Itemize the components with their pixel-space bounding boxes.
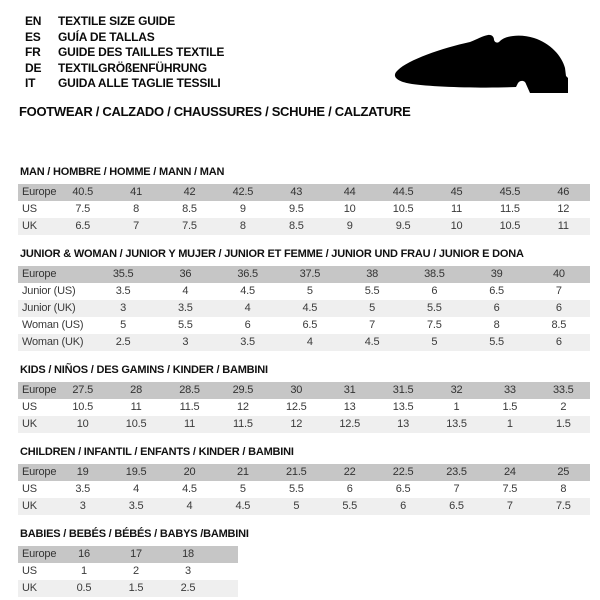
size-cell: 4.5 — [240, 284, 255, 297]
section-title: CHILDREN / INFANTIL / ENFANTS / KINDER / BAMBINI — [20, 445, 294, 458]
size-cell: 1 — [453, 400, 460, 413]
size-section-junior-woman — [18, 248, 600, 351]
size-cell: 1 — [81, 564, 87, 577]
row-label: US — [22, 482, 37, 495]
size-cell: 2.5 — [180, 581, 196, 594]
size-cell: 6 — [431, 284, 438, 297]
size-cell: 30 — [290, 383, 303, 396]
size-cell: 27.5 — [72, 383, 93, 396]
size-cell: 6.5 — [489, 284, 504, 297]
table-row — [18, 546, 238, 563]
language-code: EN — [25, 14, 42, 28]
table-row — [18, 580, 238, 597]
size-cell: 28.5 — [179, 383, 200, 396]
size-cell: 6.5 — [302, 318, 318, 331]
size-cell: 9.5 — [288, 202, 304, 215]
dress-shoe-svg — [392, 14, 582, 96]
table-row — [18, 464, 590, 481]
size-cell: 41 — [130, 185, 143, 198]
size-cell: 13.5 — [446, 417, 467, 430]
row-label: Woman (US) — [22, 318, 84, 331]
size-cell: 4.5 — [364, 335, 380, 348]
size-cell: 11.5 — [179, 400, 200, 413]
language-code: ES — [25, 29, 41, 44]
size-cell: 6 — [244, 318, 251, 331]
size-section-babies — [18, 528, 600, 597]
size-cell: 10.5 — [125, 417, 147, 430]
table-row — [18, 416, 590, 433]
size-cell: 37.5 — [299, 267, 321, 280]
size-cell: 9 — [346, 219, 353, 232]
size-cell: 45 — [450, 185, 463, 198]
size-table-kids — [18, 382, 590, 433]
table-row — [18, 382, 590, 399]
category-line: FOOTWEAR / CALZADO / CHAUSSURES / SCHUHE / CALZATURE — [19, 103, 411, 119]
size-cell: 42.5 — [232, 185, 254, 198]
size-cell: 5.5 — [288, 482, 304, 495]
size-cell: 3 — [120, 301, 127, 314]
row-label: Europe — [22, 465, 56, 478]
size-cell: 19.5 — [125, 465, 147, 478]
size-cell: 3.5 — [240, 335, 255, 348]
size-cell: 8.5 — [288, 219, 304, 232]
size-section-children — [18, 446, 600, 515]
size-cell: 13 — [343, 400, 356, 413]
language-label: TEXTILGRÖßENFÜHRUNG — [58, 60, 207, 75]
size-cell: 31 — [343, 383, 356, 396]
size-cell: 45.5 — [499, 185, 521, 198]
size-cell: 7 — [133, 219, 140, 232]
size-cell: 3.5 — [75, 482, 91, 495]
table-row — [18, 334, 590, 351]
table-row — [18, 481, 590, 498]
size-cell: 38.5 — [424, 267, 445, 280]
size-cell: 5.5 — [364, 284, 380, 297]
row-label: Junior (UK) — [22, 301, 76, 314]
size-cell: 10 — [76, 417, 89, 430]
size-cell: 6.5 — [449, 499, 464, 512]
size-cell: 21 — [236, 465, 249, 478]
size-cell: 12.5 — [339, 417, 360, 430]
size-cell: 6 — [400, 499, 407, 512]
size-cell: 4 — [306, 335, 313, 348]
row-label: US — [22, 202, 37, 215]
size-cell: 22 — [343, 465, 356, 478]
row-label: Europe — [22, 547, 57, 560]
size-cell: 29.5 — [232, 383, 254, 396]
size-cell: 4 — [186, 499, 193, 512]
table-row — [18, 498, 590, 515]
size-cell: 43 — [290, 185, 303, 198]
size-cell: 4.5 — [302, 301, 318, 314]
size-cell: 44.5 — [392, 185, 414, 198]
size-cell: 16 — [78, 547, 90, 560]
size-cell: 25 — [557, 465, 570, 478]
size-cell: 24 — [503, 465, 516, 478]
size-cell: 12 — [557, 202, 570, 215]
size-cell: 7.5 — [555, 499, 571, 512]
section-title: JUNIOR & WOMAN / JUNIOR Y MUJER / JUNIOR ET FEMME / JUNIOR UND FRAU / JUNIOR E DONA — [20, 247, 524, 260]
language-code: FR — [25, 45, 41, 59]
size-cell: 20 — [183, 465, 196, 478]
row-label: Woman (UK) — [22, 335, 84, 348]
size-cell: 6 — [555, 335, 562, 348]
language-label: GUIDE DES TAILLES TEXTILE — [58, 45, 225, 59]
size-cell: 18 — [182, 547, 194, 560]
size-cell: 39 — [490, 267, 503, 280]
size-cell: 7 — [369, 318, 376, 331]
size-cell: 7 — [506, 499, 513, 512]
size-cell: 2 — [133, 564, 139, 577]
size-section-kids — [18, 364, 600, 433]
row-label: UK — [22, 417, 37, 430]
size-cell: 10.5 — [392, 202, 414, 215]
size-cell: 12 — [290, 417, 303, 430]
size-cell: 3 — [79, 499, 86, 512]
language-code: IT — [25, 76, 36, 90]
size-cell: 8 — [133, 202, 140, 215]
size-cell: 46 — [557, 185, 570, 198]
size-cell: 5.5 — [178, 318, 193, 331]
row-label: Europe — [22, 383, 56, 396]
size-cell: 6 — [493, 301, 500, 314]
table-row — [18, 283, 590, 300]
size-cell: 4.5 — [182, 482, 197, 495]
size-cell: 4 — [133, 482, 140, 495]
row-label: UK — [22, 219, 37, 232]
size-cell: 17 — [130, 547, 142, 560]
table-row — [18, 317, 590, 334]
section-title: KIDS / NIÑOS / DES GAMINS / KINDER / BAMBINI — [20, 363, 268, 376]
size-table-man — [18, 184, 590, 235]
size-cell: 11.5 — [499, 202, 520, 215]
size-cell: 5 — [120, 318, 127, 331]
size-section-man — [18, 166, 600, 235]
size-cell: 1.5 — [555, 417, 571, 430]
size-cell: 13 — [397, 417, 410, 430]
size-cell: 11.5 — [232, 417, 253, 430]
size-cell: 40.5 — [72, 185, 93, 198]
size-cell: 10 — [343, 202, 356, 215]
size-cell: 8 — [239, 219, 246, 232]
size-cell: 36.5 — [237, 267, 258, 280]
size-cell: 7.5 — [502, 482, 518, 495]
size-cell: 7 — [555, 284, 562, 297]
size-cell: 2 — [560, 400, 567, 413]
size-cell: 6.5 — [395, 482, 411, 495]
size-cell: 19 — [76, 465, 89, 478]
size-cell: 5.5 — [489, 335, 504, 348]
size-cell: 8.5 — [182, 202, 197, 215]
size-cell: 9 — [239, 202, 246, 215]
language-label: GUIDA ALLE TAGLIE TESSILI — [58, 76, 221, 90]
table-row — [18, 218, 590, 235]
row-label: Junior (US) — [22, 284, 76, 297]
size-cell: 36 — [179, 267, 192, 280]
size-cell: 3.5 — [178, 301, 193, 314]
section-title: BABIES / BEBÉS / BÉBÉS / BABYS /BAMBINI — [20, 527, 249, 540]
size-cell: 5.5 — [342, 499, 358, 512]
size-cell: 11 — [183, 417, 195, 430]
size-cell: 8.5 — [551, 318, 567, 331]
size-cell: 5 — [369, 301, 376, 314]
size-cell: 35.5 — [112, 267, 134, 280]
dress-shoe-icon — [392, 14, 582, 96]
size-cell: 6 — [555, 301, 562, 314]
size-cell: 11 — [130, 400, 142, 413]
size-cell: 33 — [503, 383, 516, 396]
size-cell: 8 — [560, 482, 567, 495]
size-cell: 3 — [182, 335, 189, 348]
language-label: GUÍA DE TALLAS — [58, 29, 155, 44]
language-code: DE — [25, 60, 42, 75]
size-cell: 11 — [557, 219, 569, 232]
size-cell: 38 — [366, 267, 379, 280]
size-cell: 4 — [244, 301, 251, 314]
size-cell: 10 — [450, 219, 463, 232]
size-cell: 40 — [552, 267, 565, 280]
size-cell: 7.5 — [182, 219, 197, 232]
size-cell: 4.5 — [235, 499, 251, 512]
size-cell: 12 — [236, 400, 249, 413]
row-label: Europe — [22, 185, 56, 198]
row-label: UK — [22, 499, 37, 512]
size-cell: 7.5 — [427, 318, 442, 331]
size-cell: 3 — [185, 564, 191, 577]
size-cell: 11 — [450, 202, 462, 215]
size-cell: 7.5 — [75, 202, 91, 215]
size-cell: 6.5 — [75, 219, 91, 232]
size-table-children — [18, 464, 590, 515]
size-cell: 3.5 — [128, 499, 144, 512]
table-row — [18, 300, 590, 317]
size-table-junior-woman — [18, 266, 590, 351]
size-cell: 44 — [343, 185, 356, 198]
size-cell: 1.5 — [128, 581, 144, 594]
size-cell: 31.5 — [392, 383, 414, 396]
table-row — [18, 201, 590, 218]
size-cell: 7 — [453, 482, 460, 495]
size-cell: 3.5 — [115, 284, 131, 297]
row-label: US — [22, 400, 37, 413]
size-cell: 8 — [493, 318, 500, 331]
size-cell: 13.5 — [392, 400, 414, 413]
size-cell: 5 — [306, 284, 313, 297]
table-row — [18, 184, 590, 201]
size-cell: 5 — [239, 482, 246, 495]
size-cell: 5 — [431, 335, 438, 348]
size-cell: 0.5 — [76, 581, 92, 594]
section-title: MAN / HOMBRE / HOMME / MANN / MAN — [20, 165, 225, 178]
page-header — [0, 0, 600, 119]
row-label: US — [22, 564, 37, 577]
size-cell: 10.5 — [72, 400, 93, 413]
language-label: TEXTILE SIZE GUIDE — [58, 14, 176, 28]
size-cell: 6 — [346, 482, 353, 495]
size-cell: 5.5 — [427, 301, 442, 314]
size-cell: 5 — [293, 499, 300, 512]
size-table-babies — [18, 546, 238, 597]
size-cell: 10.5 — [499, 219, 521, 232]
size-cell: 1.5 — [502, 400, 518, 413]
size-cell: 22.5 — [392, 465, 414, 478]
size-cell: 9.5 — [395, 219, 411, 232]
size-cell: 28 — [130, 383, 143, 396]
row-label: Europe — [22, 267, 57, 280]
size-cell: 32 — [450, 383, 463, 396]
size-cell: 4 — [182, 284, 189, 297]
size-cell: 21.5 — [285, 465, 307, 478]
size-cell: 23.5 — [446, 465, 467, 478]
size-cell: 42 — [183, 185, 196, 198]
size-cell: 12.5 — [285, 400, 307, 413]
size-tables — [0, 166, 600, 597]
table-row — [18, 399, 590, 416]
table-row — [18, 563, 238, 580]
size-cell: 33.5 — [552, 383, 574, 396]
row-label: UK — [22, 581, 37, 594]
size-cell: 2.5 — [115, 335, 131, 348]
table-row — [18, 266, 590, 283]
size-cell: 1 — [506, 417, 513, 430]
